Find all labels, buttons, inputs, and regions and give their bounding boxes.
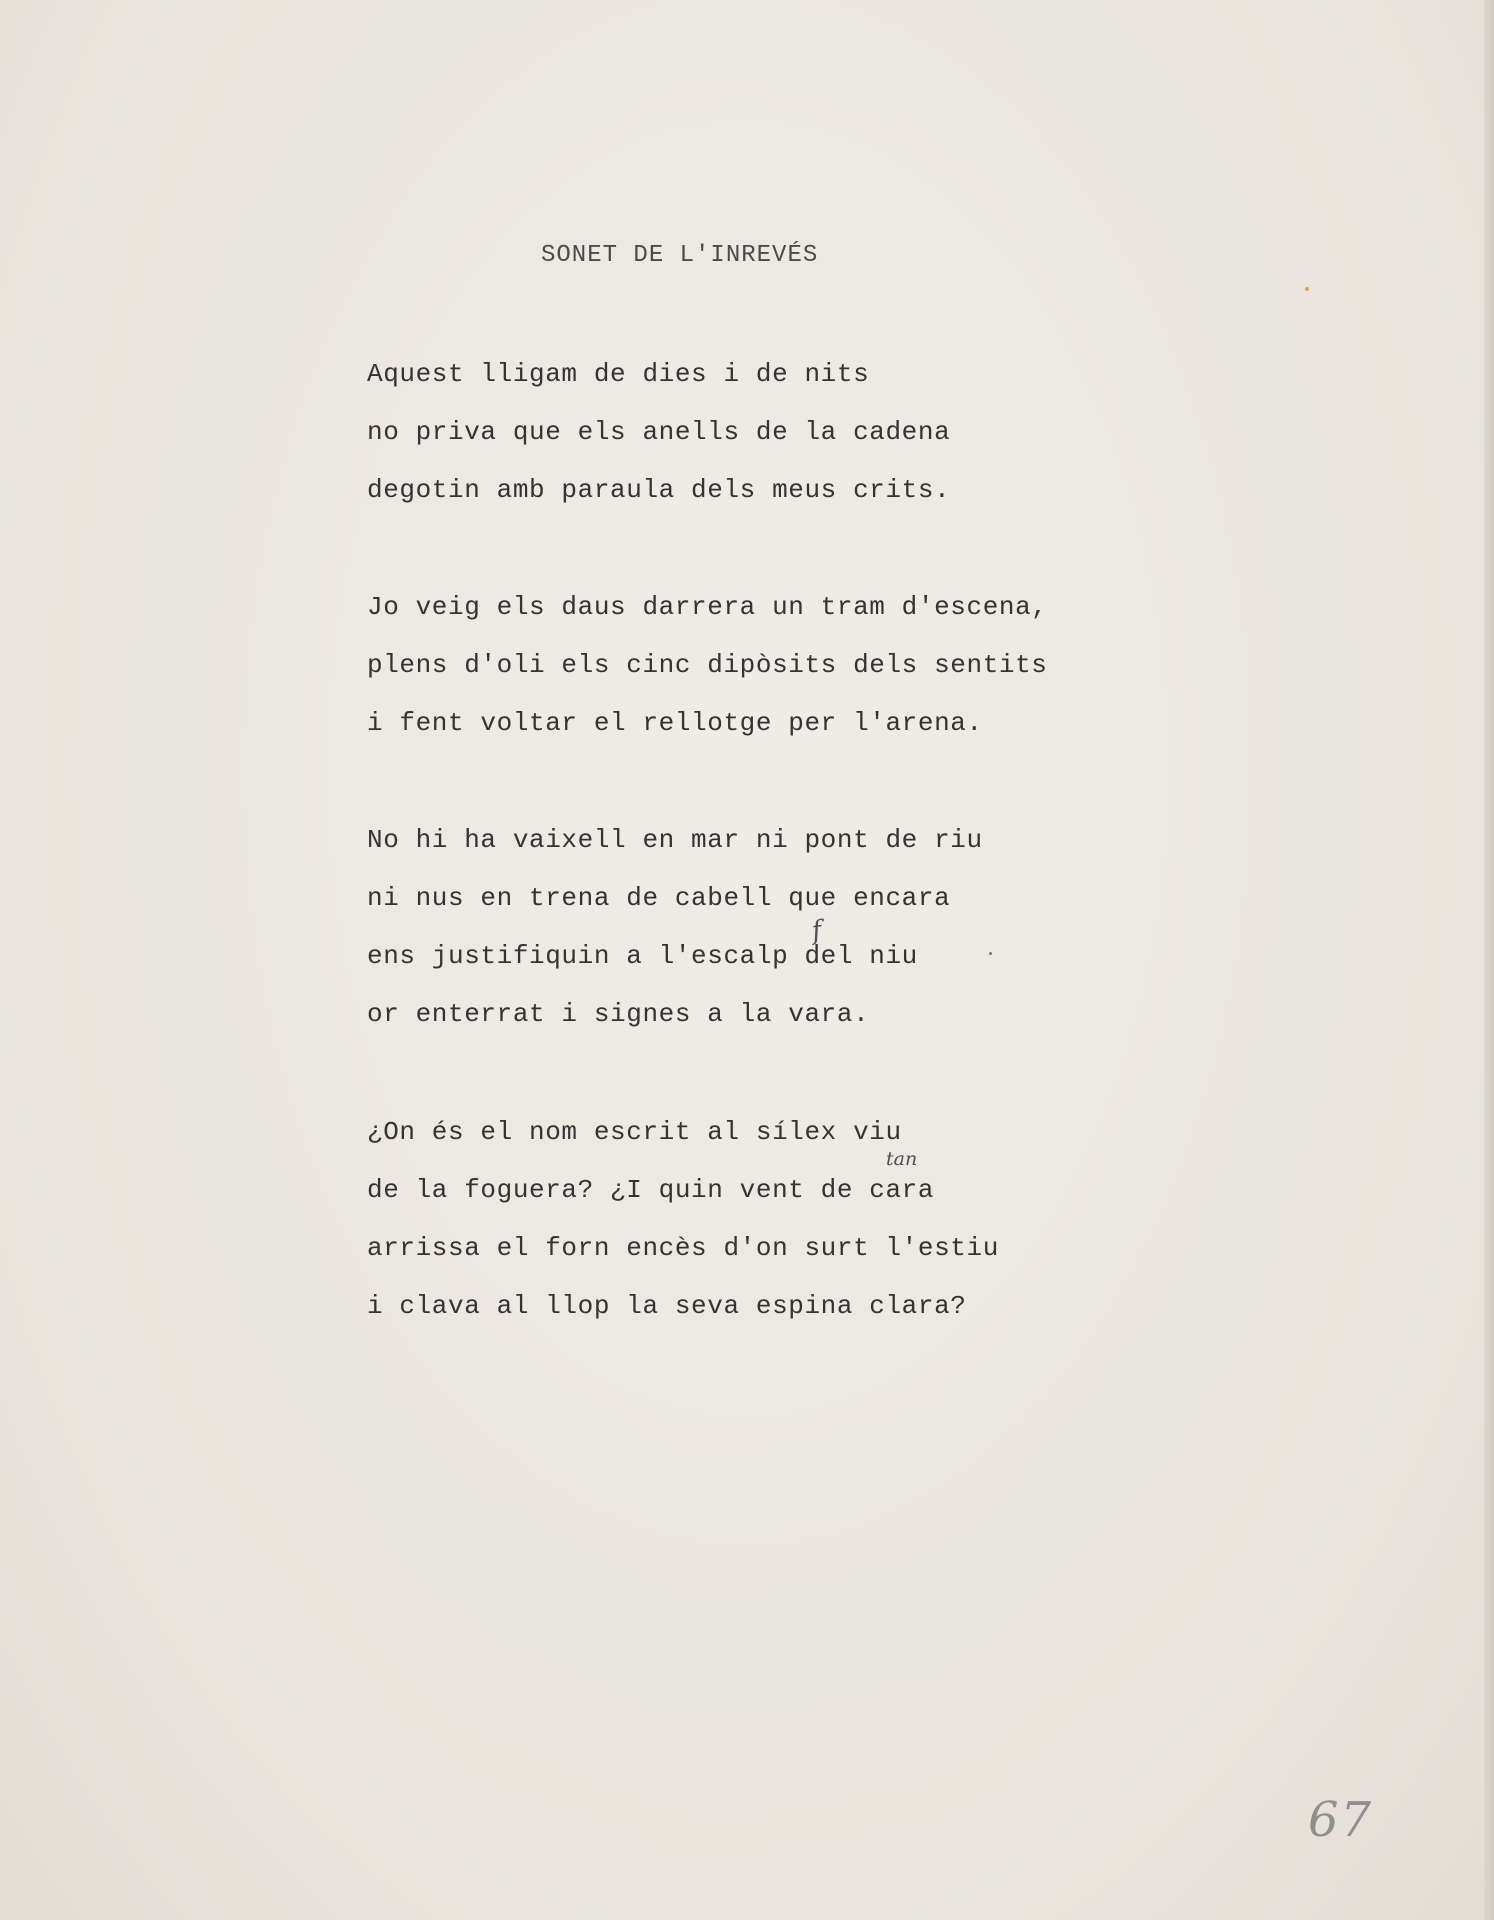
handwritten-correction-tan: tan: [886, 1148, 918, 1170]
poem-line: ni nus en trena de cabell que encara: [367, 883, 951, 913]
poem-line: de la foguera? ¿I quin vent de cara: [367, 1175, 935, 1205]
poem-line: i fent voltar el rellotge per l'arena.: [367, 708, 983, 738]
poem-line: Jo veig els daus darrera un tram d'escena,: [367, 592, 1048, 622]
poem-line: degotin amb paraula dels meus crits.: [367, 475, 951, 505]
page-number: 67: [1308, 1792, 1374, 1848]
poem-line: i clava al llop la seva espina clara?: [367, 1291, 967, 1321]
poem-line: ¿On és el nom escrit al sílex viu: [367, 1117, 902, 1147]
poem-line: arrissa el forn encès d'on surt l'estiu: [367, 1233, 999, 1263]
paper-speck: [1305, 287, 1309, 291]
sheet-edge: [1484, 0, 1494, 1920]
poem-line: ens justifiquin a l'escalp del niu: [367, 941, 918, 971]
stanza-3: [367, 811, 983, 1043]
poem-line: Aquest lligam de dies i de nits: [367, 359, 870, 389]
stanza-4: [367, 1103, 999, 1335]
poem-line: plens d'oli els cinc dipòsits dels sentits: [367, 650, 1048, 680]
stanza-1: [367, 345, 950, 519]
poem-title: SONET DE L'INREVÉS: [541, 242, 819, 269]
poem-line: No hi ha vaixell en mar ni pont de riu: [367, 825, 983, 855]
handwritten-correction-f: f: [809, 915, 824, 947]
ink-dot: [989, 952, 992, 955]
stanza-2: [367, 578, 1048, 752]
poem-line: or enterrat i signes a la vara.: [367, 999, 870, 1029]
poem-line: no priva que els anells de la cadena: [367, 417, 951, 447]
